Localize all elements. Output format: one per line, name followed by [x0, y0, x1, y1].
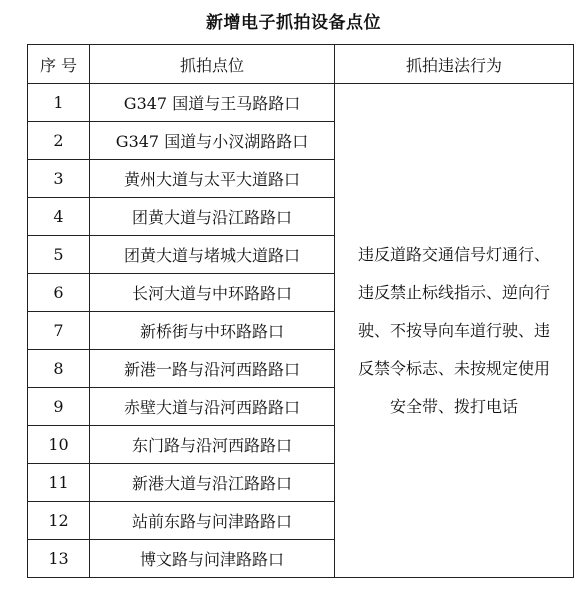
row-seq: 12: [28, 502, 90, 540]
row-location: 团黄大道与沿江路路口: [90, 198, 335, 236]
row-location: 博文路与问津路路口: [90, 540, 335, 578]
row-location: 东门路与沿河西路路口: [90, 426, 335, 464]
row-location: G347 国道与王马路路口: [90, 84, 335, 122]
row-seq: 8: [28, 350, 90, 388]
row-location: 新港大道与沿江路路口: [90, 464, 335, 502]
violation-behaviors-cell: [335, 84, 574, 578]
row-location: 站前东路与问津路路口: [90, 502, 335, 540]
row-seq: 6: [28, 274, 90, 312]
header-behavior: 抓拍违法行为: [335, 45, 574, 84]
behavior-line: 驶、不按导向车道行驶、违: [357, 320, 550, 340]
row-location: 新桥街与中环路路口: [90, 312, 335, 350]
row-seq: 10: [28, 426, 90, 464]
table-header-row: [28, 45, 574, 84]
row-seq: 11: [28, 464, 90, 502]
row-location: G347 国道与小汊湖路路口: [90, 122, 335, 160]
behavior-line: 违反禁止标线指示、逆向行: [357, 282, 550, 302]
row-seq: 3: [28, 160, 90, 198]
document-title: 新增电子抓拍设备点位: [206, 13, 381, 33]
header-location: 抓拍点位: [90, 45, 335, 84]
row-seq: 4: [28, 198, 90, 236]
header-seq: 序 号: [28, 45, 90, 84]
behavior-line: 安全带、拨打电话: [389, 396, 518, 416]
behavior-line: 违反道路交通信号灯通行、: [357, 244, 550, 264]
row-seq: 2: [28, 122, 90, 160]
row-location: 新港一路与沿河西路路口: [90, 350, 335, 388]
row-location: 黄州大道与太平大道路口: [90, 160, 335, 198]
row-location: 长河大道与中环路路口: [90, 274, 335, 312]
camera-locations-table: [27, 44, 574, 578]
row-seq: 1: [28, 84, 90, 122]
row-location: 团黄大道与堵城大道路口: [90, 236, 335, 274]
row-location: 赤壁大道与沿河西路路口: [90, 388, 335, 426]
row-seq: 13: [28, 540, 90, 578]
table-row: [28, 84, 574, 122]
row-seq: 9: [28, 388, 90, 426]
row-seq: 7: [28, 312, 90, 350]
row-seq: 5: [28, 236, 90, 274]
behavior-line: 反禁令标志、未按规定使用: [357, 358, 550, 378]
